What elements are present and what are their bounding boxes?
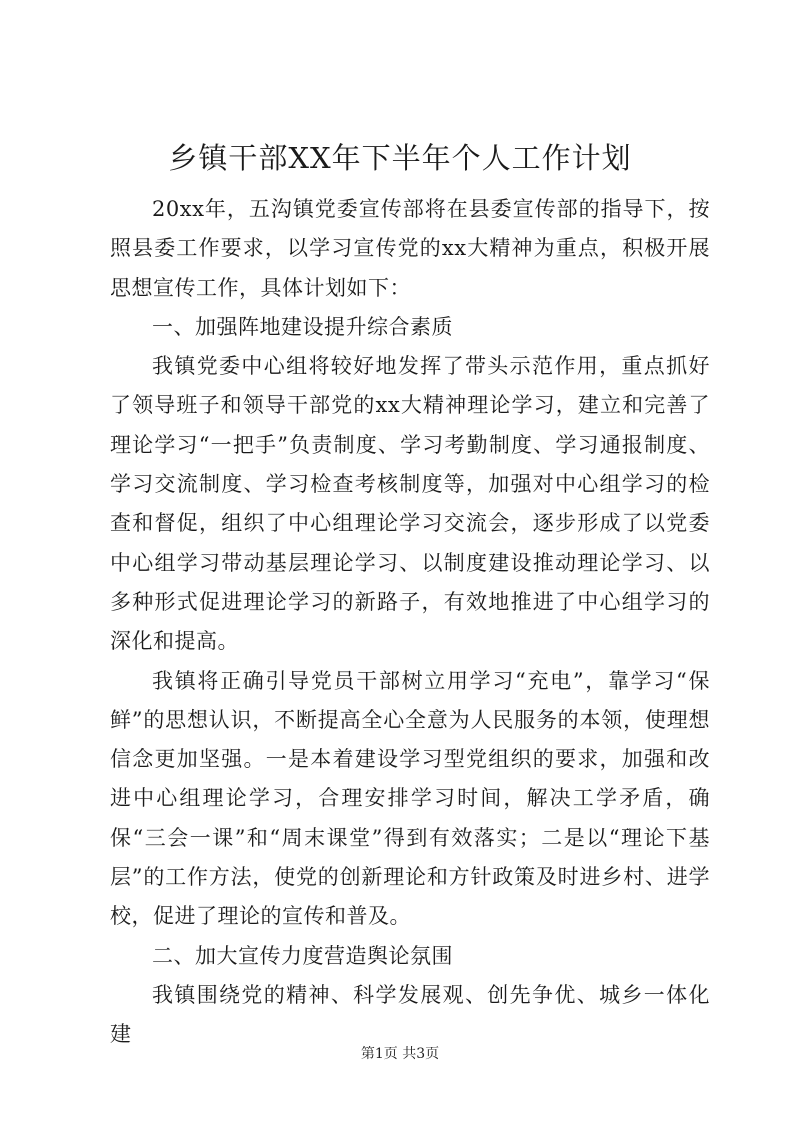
body-paragraph: 我镇将正确引导党员干部树立用学习“充电”，靠学习“保鲜”的思想认识，不断提高全心全意为人民服务的本领，使理想信念更加坚强。一是本着建设学习型党组织的要求，加强和改进中心组理论学习，合理安排学习时间，解决工学矛盾，确保“三会一课”和“周末课堂”得到有效落实；二是以“理论下基层”的工作方法，使党的创新理论和方针政策及时进乡村、进学校，促进了理论的宣传和普及。 xyxy=(110,668,710,929)
page-indicator: 第1页 共3页 xyxy=(360,1046,440,1062)
body-paragraph: 我镇党委中心组将较好地发挥了带头示范作用，重点抓好了领导班子和领导干部党的xx大精神理论学习，建立和完善了理论学习“一把手”负责制度、学习考勤制度、学习通报制度、学习交流制度、学习检查考核制度等，加强对中心组学习的检查和督促，组织了中心组理论学习交流会，逐步形成了以党委中心组学习带动基层理论学习、以制度建设推动理论学习、以多种形式促进理论学习的新路子，有效地推进了中心组学习的深化和提高。 xyxy=(110,354,710,654)
intro-paragraph: 20xx年，五沟镇党委宣传部将在县委宣传部的指导下，按照县委工作要求，以学习宣传党的xx大精神为重点，积极开展思想宣传工作，具体计划如下： xyxy=(110,197,710,300)
section-heading-1: 一、加强阵地建设提升综合素质 xyxy=(152,314,453,339)
document-body xyxy=(110,190,710,1055)
body-paragraph: 我镇围绕党的精神、科学发展观、创先争优、城乡一体化建 xyxy=(110,982,710,1047)
section-heading-2: 二、加大宣传力度营造舆论氛围 xyxy=(152,943,453,968)
document-title: 乡镇干部XX年下半年个人工作计划 xyxy=(168,141,632,175)
